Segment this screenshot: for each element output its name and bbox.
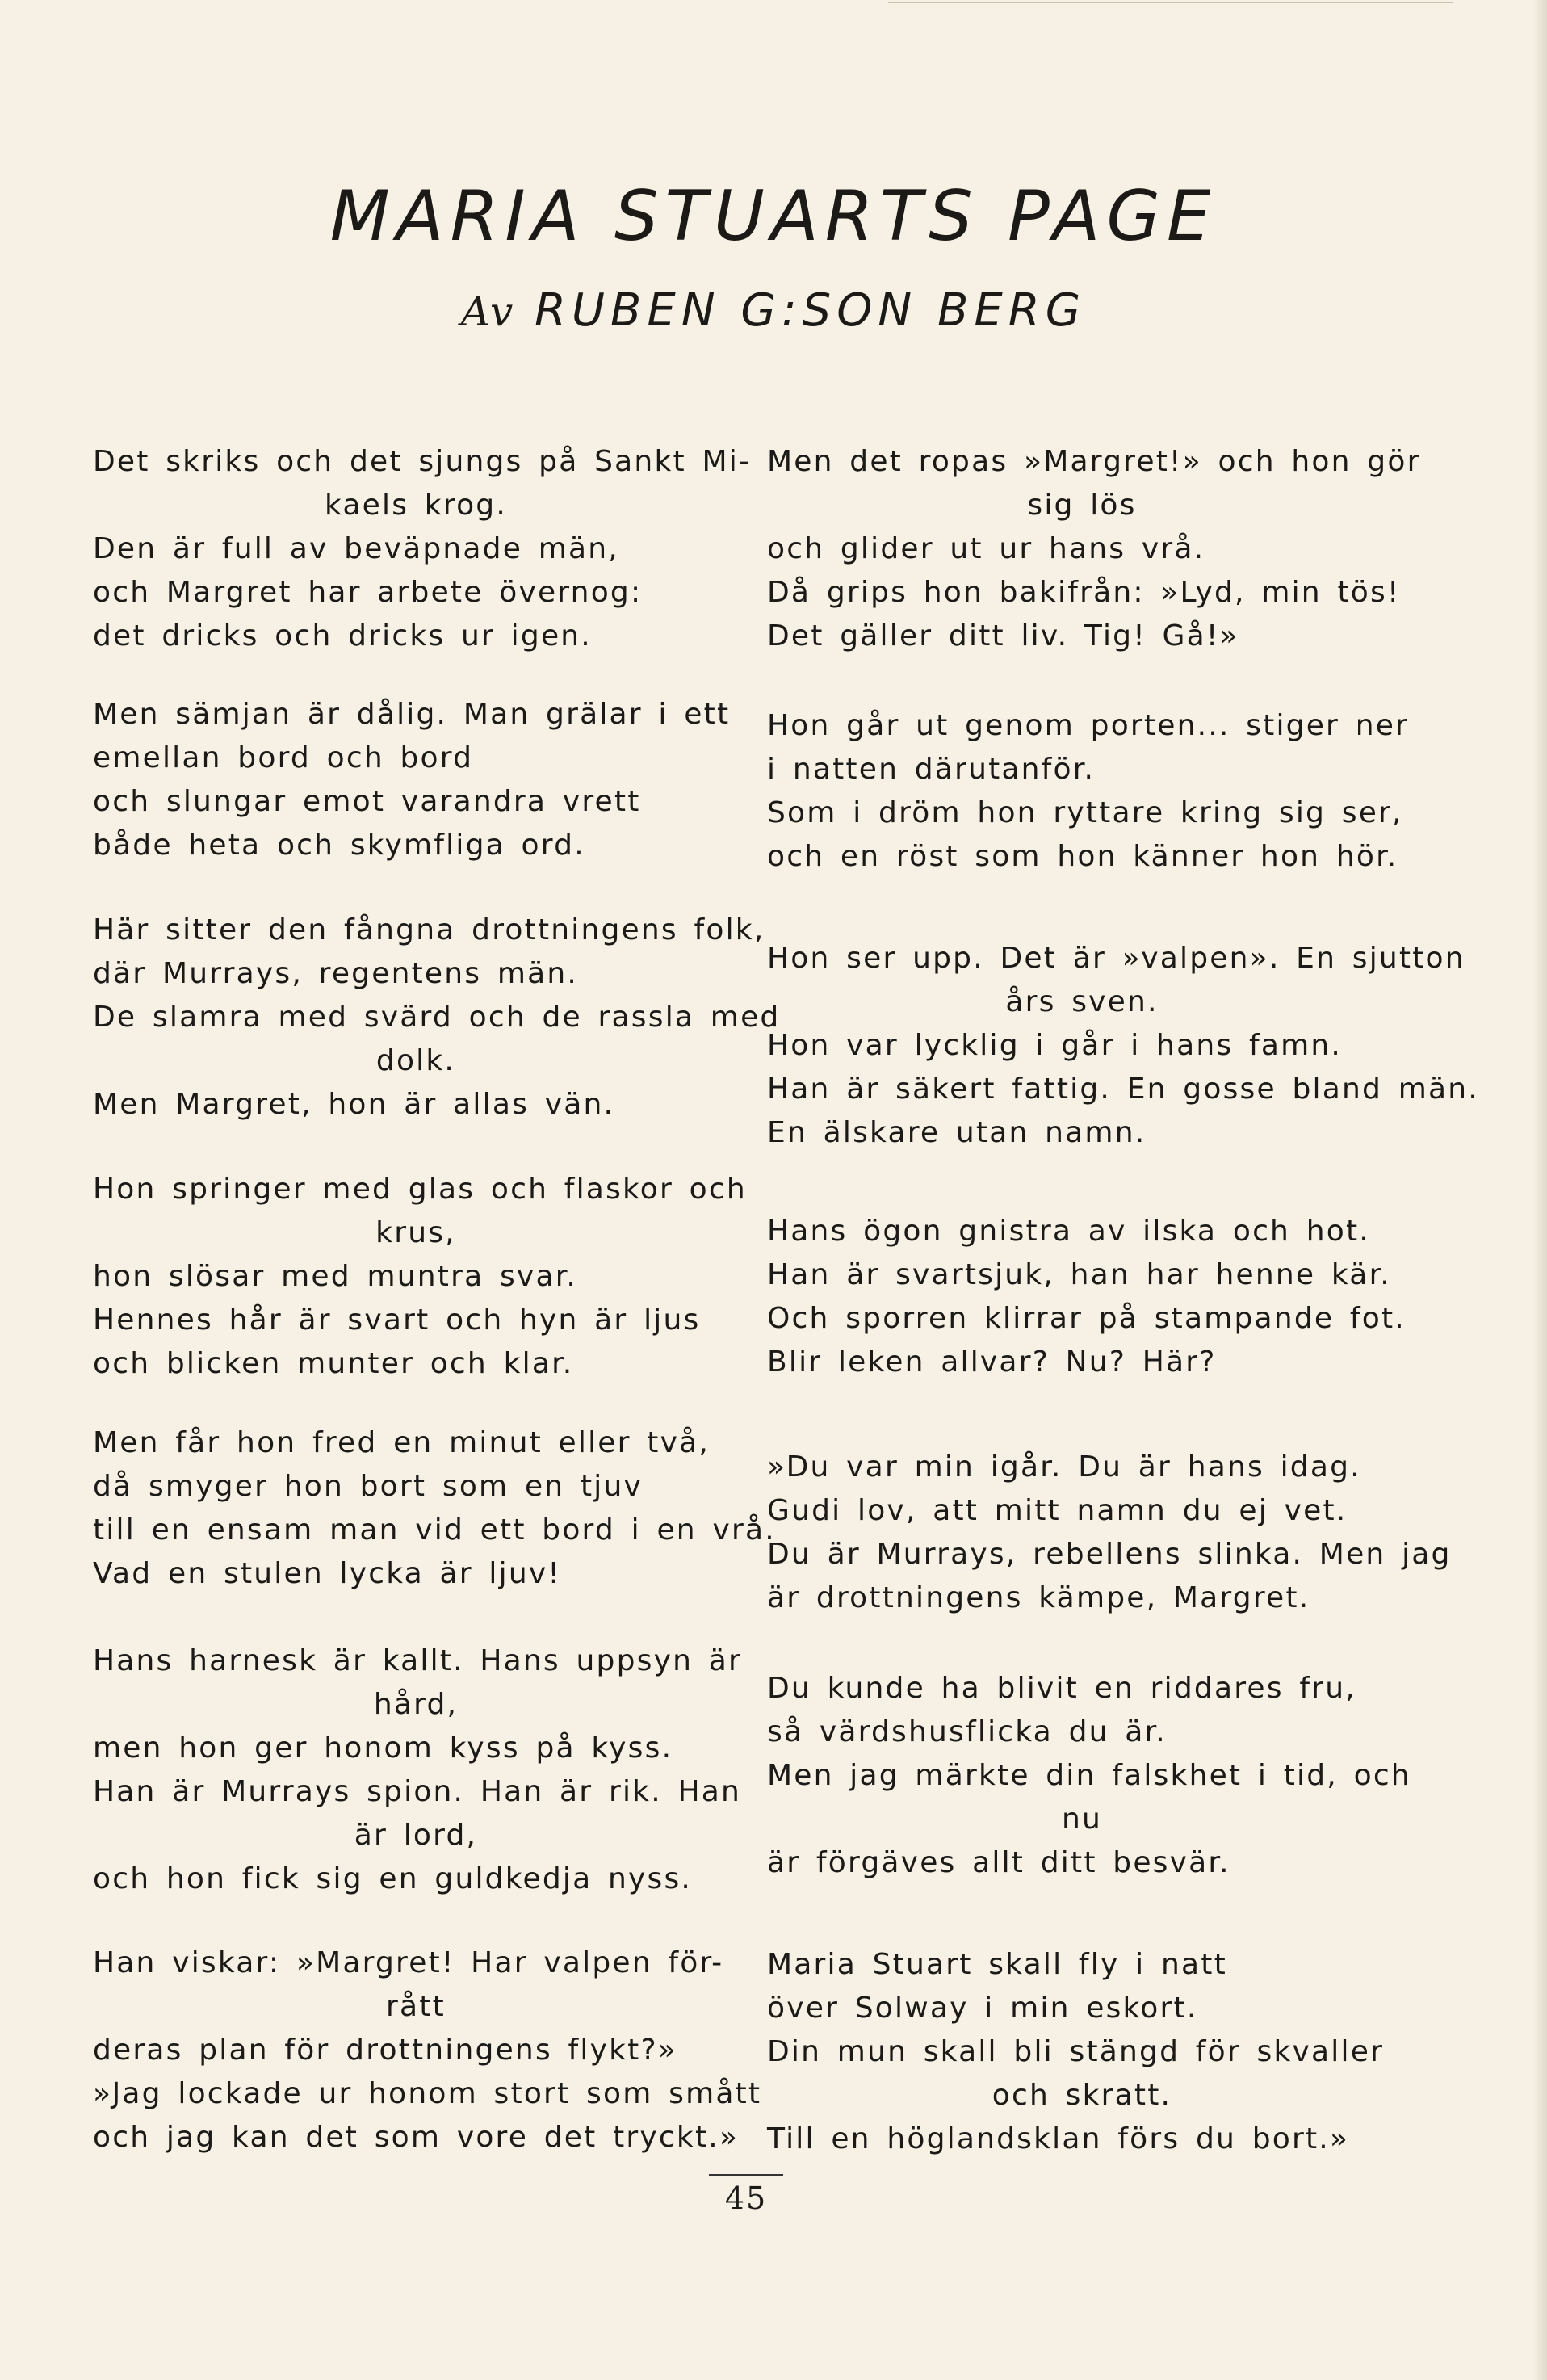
verse-line: Men det ropas »Margret!» och hon gör [767, 445, 1421, 478]
stanza [767, 440, 1421, 658]
stanza [767, 937, 1479, 1155]
page-edge-shadow [1532, 0, 1547, 2380]
verse-line: och jag kan det som vore det tryckt.» [93, 2121, 740, 2154]
verse-line: Den är full av beväpnade män, [93, 532, 619, 565]
verse-line: och skratt. [992, 2079, 1172, 2112]
verse-line: och blicken munter och klar. [93, 1347, 574, 1380]
verse-line: Hennes hår är svart och hyn är ljus [93, 1303, 701, 1337]
verse-line: rått [386, 1990, 446, 2023]
stanza [93, 440, 752, 658]
verse-line: är lord, [354, 1819, 478, 1852]
verse-line: dolk. [375, 1044, 456, 1077]
verse-line: hon slösar med muntra svar. [93, 1260, 578, 1293]
verse-line: Hon springer med glas och flaskor och [93, 1173, 747, 1206]
verse-line: Till en höglandsklan förs du bort.» [767, 2122, 1350, 2155]
verse-line: »Du var min igår. Du är hans idag. [767, 1450, 1361, 1484]
author-name: RUBEN G:SON BERG [535, 284, 1087, 337]
stanza [767, 1210, 1406, 1384]
verse-line: Vad en stulen lycka är ljuv! [93, 1557, 561, 1590]
verse-line: »Jag lockade ur honom stort som smått [93, 2077, 762, 2110]
verse-line: Det skriks och det sjungs på Sankt Mi- [93, 445, 752, 478]
verse-line: både heta och skymfliga ord. [93, 829, 585, 862]
verse-line: krus, [375, 1216, 456, 1249]
verse-line: Din mun skall bli stängd för skvaller [767, 2035, 1385, 2068]
verse-line: Det gäller ditt liv. Tig! Gå!» [767, 619, 1239, 653]
poem-title: MARIA STUARTS PAGE [329, 176, 1218, 257]
verse-line: Han viskar: »Margret! Har valpen för- [93, 1946, 724, 1979]
verse-line: års sven. [1005, 985, 1159, 1018]
verse-line: där Murrays, regentens män. [93, 957, 579, 990]
verse-line: och hon fick sig en guldkedja nyss. [93, 1862, 693, 1895]
verse-line: så värdshusflicka du är. [767, 1715, 1167, 1748]
stanza [767, 1667, 1411, 1885]
verse-line: Men Margret, hon är allas vän. [93, 1088, 615, 1121]
verse-line: De slamra med svärd och de rassla med [93, 1001, 781, 1034]
verse-line: Och sporren klirrar på stampande fot. [767, 1302, 1406, 1335]
verse-line: är drottningens kämpe, Margret. [767, 1581, 1310, 1614]
verse-line: och en röst som hon känner hon hör. [767, 840, 1398, 873]
verse-line: Hans harnesk är kallt. Hans uppsyn är [93, 1644, 743, 1677]
byline-prefix: Av [460, 288, 515, 335]
stanza [767, 704, 1410, 879]
verse-line: Hans ögon gnistra av ilska och hot. [767, 1215, 1370, 1248]
verse-line: emellan bord och bord [93, 741, 474, 774]
stanza [93, 909, 781, 1127]
top-edge-rule [888, 2, 1453, 3]
verse-line: Hon ser upp. Det är »valpen». En sjutton [767, 942, 1465, 975]
verse-line: Han är svartsjuk, han har henne kär. [767, 1258, 1391, 1291]
stanza [767, 1446, 1452, 1620]
verse-line: sig lös [1027, 489, 1137, 522]
verse-line: Men sämjan är dålig. Man grälar i ett [93, 698, 731, 731]
verse-line: Hon var lycklig i går i hans famn. [767, 1029, 1343, 1062]
verse-line: Blir leken allvar? Nu? Här? [767, 1345, 1217, 1379]
verse-line: kaels krog. [324, 489, 507, 522]
stanza [93, 693, 739, 867]
verse-line: men hon ger honom kyss på kyss. [93, 1731, 673, 1765]
verse-line: till en ensam man vid ett bord i en vrå. [93, 1513, 776, 1547]
verse-line: Han är säkert fattig. En gosse bland män. [767, 1072, 1479, 1106]
verse-line: i natten därutanför. [767, 753, 1096, 786]
verse-line: det dricks och dricks ur igen. [93, 619, 592, 653]
verse-line: Hon går ut genom porten... stiger ner [767, 709, 1410, 742]
page-number: 45 [724, 2181, 768, 2216]
verse-line: deras plan för drottningens flykt?» [93, 2034, 678, 2067]
verse-line: Han är Murrays spion. Han är rik. Han [93, 1775, 742, 1808]
stanza [93, 1941, 762, 2160]
verse-line: Då grips hon bakifrån: »Lyd, min tös! [767, 576, 1401, 609]
verse-line: Maria Stuart skall fly i natt [767, 1948, 1227, 1981]
verse-line: Som i dröm hon ryttare kring sig ser, [767, 796, 1403, 829]
byline [0, 284, 1547, 337]
stanza [93, 1421, 776, 1596]
stanza [93, 1168, 747, 1386]
stanza [767, 1943, 1397, 2161]
stanza [93, 1639, 743, 1901]
page-number-rule [709, 2174, 783, 2176]
verse-line: över Solway i min eskort. [767, 1992, 1198, 2025]
verse-line: hård, [373, 1688, 459, 1721]
verse-line: Du är Murrays, rebellens slinka. Men jag [767, 1538, 1452, 1571]
verse-line: En älskare utan namn. [767, 1116, 1147, 1149]
verse-line: då smyger hon bort som en tjuv [93, 1470, 644, 1503]
verse-line: är förgäves allt ditt besvär. [767, 1846, 1230, 1879]
verse-line: Du kunde ha blivit en riddares fru, [767, 1672, 1356, 1705]
verse-line: och glider ut ur hans vrå. [767, 532, 1205, 565]
verse-line: Här sitter den fångna drottningens folk, [93, 913, 765, 947]
verse-line: och Margret har arbete övernog: [93, 576, 643, 609]
verse-line: nu [1061, 1803, 1103, 1836]
verse-line: Gudi lov, att mitt namn du ej vet. [767, 1494, 1348, 1527]
verse-line: och slungar emot varandra vrett [93, 785, 641, 818]
verse-line: Men jag märkte din falskhet i tid, och [767, 1759, 1411, 1792]
verse-line: Men får hon fred en minut eller två, [93, 1426, 711, 1459]
